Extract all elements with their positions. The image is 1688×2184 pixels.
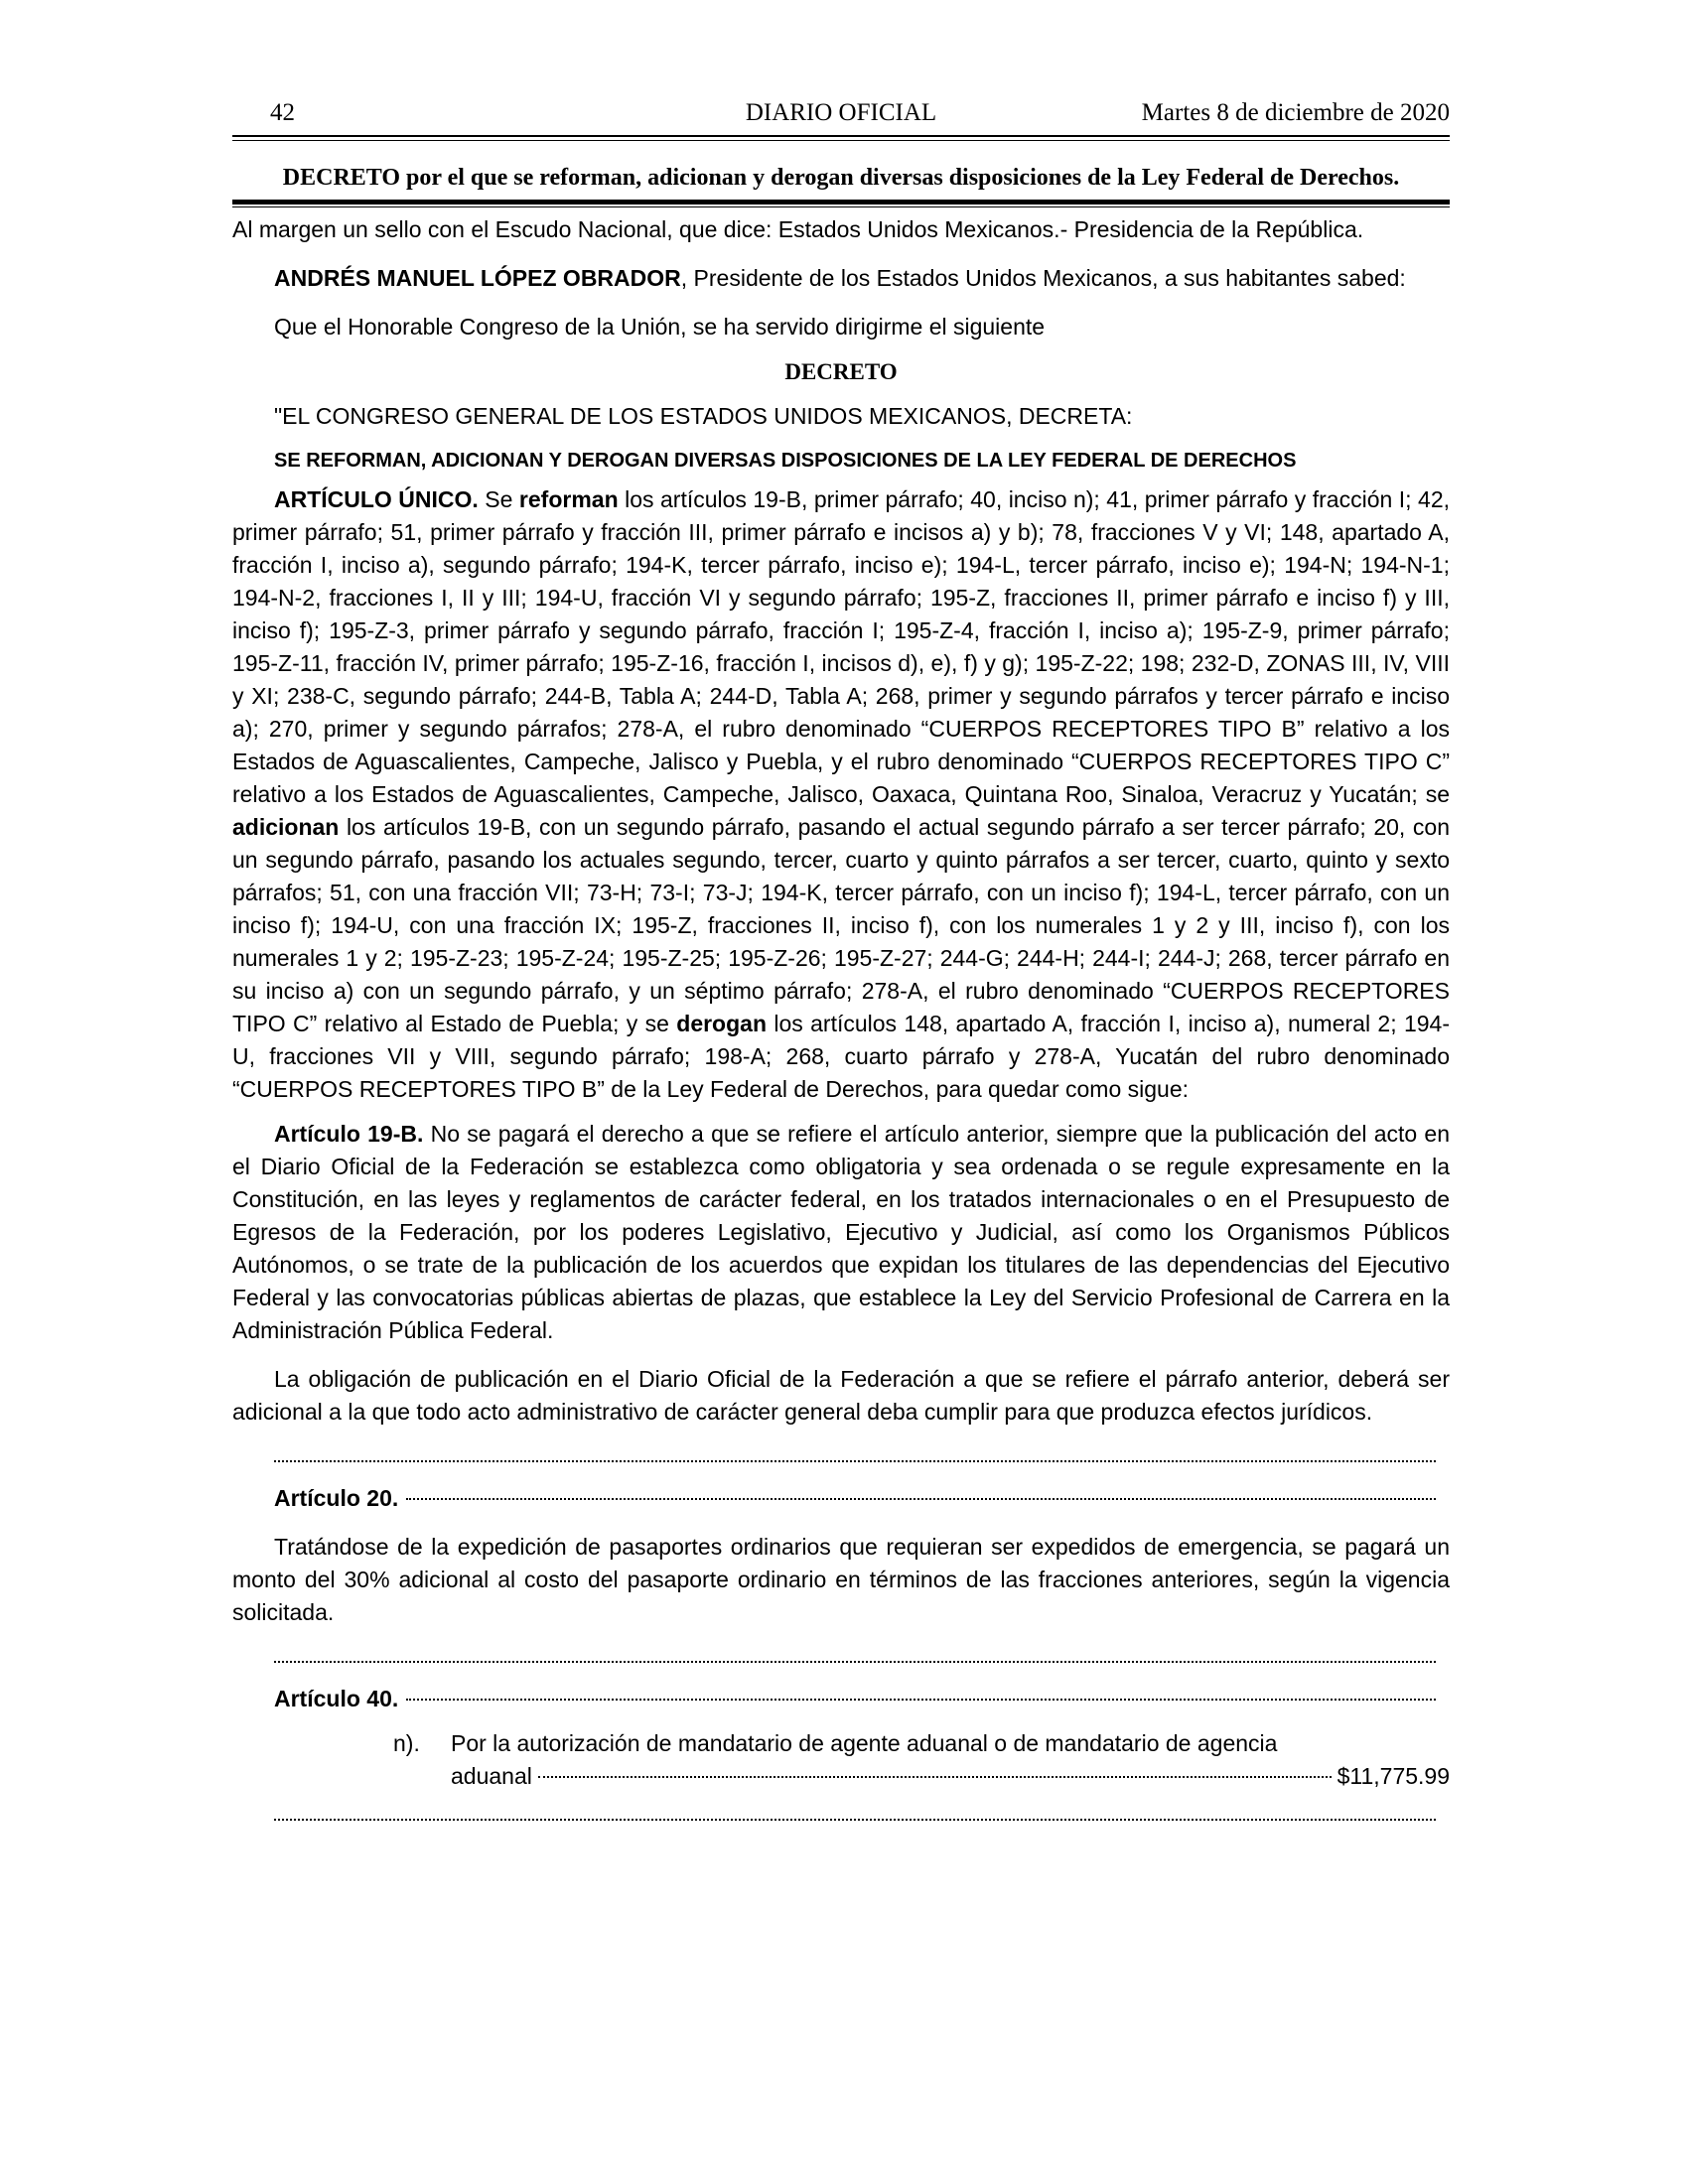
header-rule-secondary	[232, 140, 1450, 141]
articulo-unico-paragraph	[232, 483, 1450, 1106]
article-19b-label: Artículo 19-B.	[274, 1121, 424, 1147]
articulo-unico-label: ARTÍCULO ÚNICO.	[274, 486, 479, 512]
title-rule	[232, 200, 1450, 205]
reforman-term: reforman	[518, 486, 619, 512]
publication-name: DIARIO OFICIAL	[745, 99, 937, 126]
page-header	[232, 95, 1450, 135]
article-40-label: Artículo 40.	[274, 1686, 399, 1711]
publication-date: Martes 8 de diciembre de 2020	[1141, 99, 1450, 126]
reform-subheading: SE REFORMAN, ADICIONAN Y DEROGAN DIVERSAS DISPOSICIONES DE LA LEY FEDERAL DE DERECHOS	[274, 450, 1297, 472]
ellipsis-line	[274, 1440, 1436, 1462]
inciso-price: $11,775.99	[1336, 1763, 1450, 1789]
articulo-unico-text-4: los artículos 148, apartado A, fracción I, inciso a), numeral 2; 194-U, fracciones VII y VIII, segundo párrafo; 198-A; 268, cuarto párrafo y 278-A, Yucatán del rubro denominado “CUERPOS RECEPTORES TIPO B” de la Ley Federal de Derechos, para quedar como sigue:	[232, 1011, 1450, 1102]
articulo-unico-text-2: los artículos 19-B, primer párrafo; 40, inciso n); 41, primer párrafo y fracción I; 42, primer párrafo; 51, primer párrafo y fracción III, primer párrafo e incisos a) y b); 78, fracciones V y VI; 148, apartado A, fracción I, inciso a), segundo párrafo; 194-K, tercer párrafo, inciso e); 194-L, tercer párrafo, inciso e); 194-N; 194-N-1; 194-N-2, fracciones I, II y III; 194-U, fracción VI y segundo párrafo; 195-Z, fracciones II, primer párrafo e inciso f) y III, inciso f); 195-Z-3, primer párrafo y segundo párrafo, fracción I; 195-Z-4, fracción I, inciso a); 195-Z-9, primer párrafo; 195-Z-11, fracción IV, primer párrafo; 195-Z-16, fracción I, incisos d), e), f) y g); 195-Z-22; 198; 232-D, ZONAS III, IV, VIII y XI; 238-C, segundo párrafo; 244-B, Tabla A; 244-D, Tabla A; 268, primer y segundo párrafos y tercer párrafo e inciso a); 270, primer y segundo párrafos; 278-A, el rubro denominado “CUERPOS RECEPTORES TIPO B” relativo a los Estados de Aguascalientes, Campeche, Jalisco y Puebla, y el rubro denominado “CUERPOS RECEPTORES TIPO C” relativo a los Estados de Aguascalientes, Campeche, Jalisco, Oaxaca, Quintana Roo, Sinaloa, Veracruz y Yucatán; se	[232, 486, 1450, 807]
dotted-leader	[406, 1698, 1436, 1701]
president-paragraph	[232, 262, 1450, 295]
seal-note: Al margen un sello con el Escudo Nacional, que dice: Estados Unidos Mexicanos.- Presidencia de la República.	[232, 216, 1364, 242]
document-body	[232, 213, 1450, 1821]
congress-decreta: "EL CONGRESO GENERAL DE LOS ESTADOS UNIDOS MEXICANOS, DECRETA:	[274, 403, 1133, 429]
inciso-body	[451, 1727, 1450, 1793]
inciso-price-line	[451, 1760, 1450, 1793]
dotted-leader	[406, 1497, 1436, 1500]
article-19b-paragraph-2: La obligación de publicación en el Diario Oficial de la Federación a que se refiere el párrafo anterior, deberá ser adicional a la que todo acto administrativo de carácter general deba cumplir para que produzca efectos jurídicos.	[232, 1366, 1450, 1425]
adicionan-term: adicionan	[232, 814, 340, 840]
decreto-heading: DECRETO	[784, 359, 898, 384]
title-rule-secondary	[232, 206, 1450, 207]
decree-title: DECRETO por el que se reforman, adicionan y derogan diversas disposiciones de la Ley Federal de Derechos.	[282, 165, 1400, 191]
derogan-term: derogan	[676, 1011, 767, 1036]
article-19b-paragraph	[232, 1118, 1450, 1347]
inciso-text-cont: aduanal	[451, 1763, 532, 1789]
article-19b-text: No se pagará el derecho a que se refiere el artículo anterior, siempre que la publicación del acto en el Diario Oficial de la Federación se establezca como obligatoria y sea ordenada o se regule expresamente en la Constitución, en las leyes y reglamentos de carácter federal, en los tratados internacionales o en el Presupuesto de Egresos de la Federación, por los poderes Legislativo, Ejecutivo y Judicial, así como los Organismos Públicos Autónomos, o se trate de la publicación de los acuerdos que expidan los titulares de las dependencias del Ejecutivo Federal y las convocatorias públicas abiertas de plazas, que establece la Ley del Servicio Profesional de Carrera en la Administración Pública Federal.	[232, 1121, 1450, 1343]
articulo-unico-text-1: Se	[478, 486, 519, 512]
president-text: , Presidente de los Estados Unidos Mexicanos, a sus habitantes sabed:	[680, 265, 1406, 291]
ellipsis-line	[274, 1799, 1436, 1821]
articulo-unico-text-3: los artículos 19-B, con un segundo párrafo, pasando el actual segundo párrafo a ser tercer párrafo; 20, con un segundo párrafo, pasando los actuales segundo, tercer, cuarto y quinto párrafos a ser tercer, cuarto, quinto y sexto párrafos; 51, con una fracción VII; 73-H; 73-I; 73-J; 194-K, tercer párrafo, con un inciso f); 194-L, tercer párrafo, con un inciso f); 194-U, con una fracción IX; 195-Z, fracciones II, inciso f), con los numerales 1 y 2 y III, inciso f), con los numerales 1 y 2; 195-Z-23; 195-Z-24; 195-Z-25; 195-Z-26; 195-Z-27; 244-G; 244-H; 244-I; 244-J; 268, tercer párrafo en su inciso a) con un segundo párrafo, y un séptimo párrafo; 278-A, el rubro denominado “CUERPOS RECEPTORES TIPO C” relativo al Estado de Puebla; y se	[232, 814, 1450, 1036]
article-20-label: Artículo 20.	[274, 1485, 399, 1511]
article-40-heading	[274, 1683, 1436, 1715]
document-page	[232, 95, 1450, 1821]
inciso-text: Por la autorización de mandatario de agente aduanal o de mandatario de agencia	[451, 1730, 1278, 1756]
page-number: 42	[270, 99, 295, 126]
president-name: ANDRÉS MANUEL LÓPEZ OBRADOR	[274, 265, 681, 291]
article-20-paragraph: Tratándose de la expedición de pasaportes ordinarios que requieran ser expedidos de emergencia, se pagará un monto del 30% adicional al costo del pasaporte ordinario en términos de las fracciones anteriores, según la vigencia solicitada.	[232, 1534, 1450, 1625]
ellipsis-line	[274, 1641, 1436, 1663]
header-rule	[232, 135, 1450, 137]
inciso-label: n).	[393, 1730, 420, 1756]
article-40-inciso-n	[393, 1727, 1450, 1793]
congress-line: Que el Honorable Congreso de la Unión, se ha servido dirigirme el siguiente	[274, 314, 1046, 340]
article-20-heading	[274, 1482, 1436, 1515]
dotted-leader	[538, 1776, 1332, 1778]
